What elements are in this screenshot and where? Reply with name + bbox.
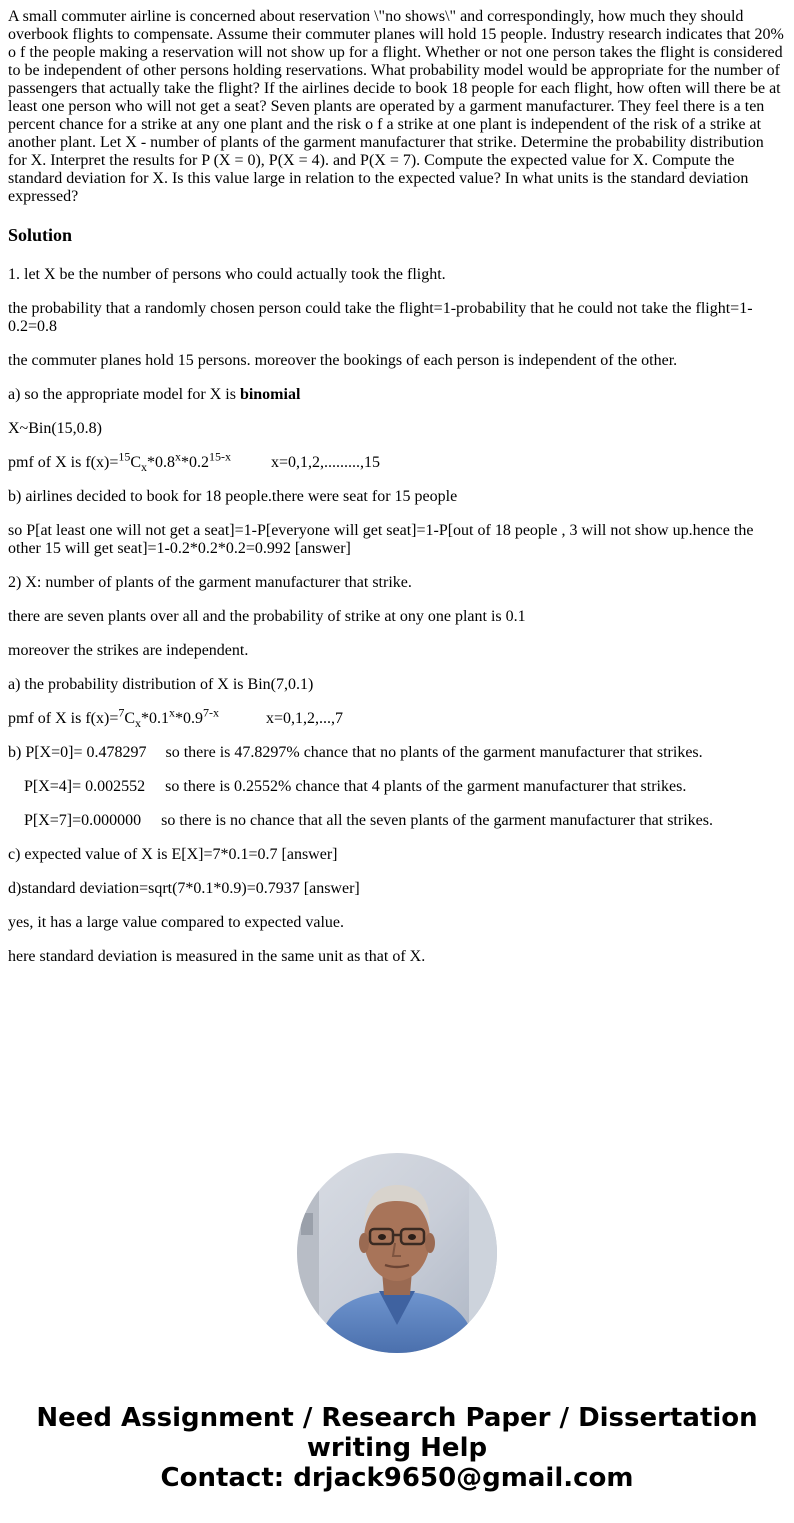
solution-heading: Solution — [8, 225, 73, 245]
footer-line: writing Help — [306, 1433, 488, 1463]
author-photo — [297, 1153, 497, 1353]
solution-paragraph: 2) X: number of plants of the garment manufacturer that strike. — [8, 574, 412, 591]
std-dev-answer: d)standard deviation=sqrt(7*0.1*0.9)=0.7937 [answer] — [8, 880, 360, 897]
probability-line: b) P[X=0]= 0.478297 so there is 47.8297% chance that no plants of the garment manufacturer that strikes. — [8, 744, 703, 761]
expected-value-answer: c) expected value of X is E[X]=7*0.1=0.7 [answer] — [8, 846, 338, 863]
document-body — [8, 8, 786, 982]
model-answer: a) so the appropriate model for X is binomial — [8, 386, 301, 403]
solution-paragraph: so P[at least one will not get a seat]=1-P[everyone will get seat]=1-P[out of 18 people , 3 will not show up.hence the other 15 will get seat]=1-0.2*0.2*0.2=0.992 [answer] — [8, 522, 754, 557]
solution-paragraph: 1. let X be the number of persons who could actually took the flight. — [8, 266, 446, 283]
solution-paragraph: b) airlines decided to book for 18 people.there were seat for 15 people — [8, 488, 458, 505]
footer-contact: Contact: drjack9650@gmail.com — [160, 1463, 634, 1493]
pmf-formula: pmf of X is $f(x)=^7C_x*0.1^x*0.9^{7-x}$ x=0,1,2,...,7 — [8, 705, 344, 731]
solution-paragraph: the probability that a randomly chosen person could take the flight=1-probability that he could not take the flight=1-0.2=0.8 — [8, 300, 753, 335]
pmf-formula: pmf of X is $f(x)=^{15}C_x*0.8^x*0.2^{15-x}$ x=0,1,2,.........,15 — [8, 449, 381, 475]
solution-paragraph: here standard deviation is measured in the same unit as that of X. — [8, 948, 426, 965]
probability-line: P[X=7]=0.000000 so there is no chance that all the seven plants of the garment manufacturer that strikes. — [24, 812, 713, 829]
footer-line: Need Assignment / Research Paper / Dissertation — [36, 1403, 758, 1433]
pmf-range: x=0,1,2,...,7 — [266, 710, 344, 727]
question-text: A small commuter airline is concerned about reservation \"no shows\" and correspondingly, how much they should overbook flights to compensate. Assume their commuter planes will hold 15 people. Industry research indicates that 20% o f the people making a reservation will not show up for a flight. Whether or not one person takes the flight is considered to be independent of other persons holding reservations. What probability model would be appropriate for the number of passengers that actually take the flight? If the airlines decide to book 18 people for each flight, how often will there be at least one person who will not get a seat? Seven plants are operated by a garment manufacturer. They feel there is a ten percent chance for a strike at any one plant and the risk o f a strike at one plant is independent of the risk of a strike at another plant. Let X - number of plants of the garment manufacturer that strike. Determine the probability distribution for X. Interpret the results for P (X = 0), P(X = 4). and P(X = 7). Compute the expected value for X. Compute the standard deviation for X. Is this value large in relation to the expected value? In what units is the standard deviation expressed? — [8, 8, 784, 205]
model-answer-bold: binomial — [239, 386, 301, 403]
footer-banner — [0, 1403, 794, 1493]
probability-line: P[X=4]= 0.002552 so there is 0.2552% chance that 4 plants of the garment manufacturer that strikes. — [24, 778, 687, 795]
solution-paragraph: X~Bin(15,0.8) — [8, 420, 102, 437]
solution-paragraph: the commuter planes hold 15 persons. moreover the bookings of each person is independent of the other. — [8, 352, 678, 369]
solution-paragraph: a) the probability distribution of X is Bin(7,0.1) — [8, 676, 314, 693]
portrait-image — [297, 1153, 497, 1353]
solution-paragraph: moreover the strikes are independent. — [8, 642, 249, 659]
solution-paragraph: yes, it has a large value compared to expected value. — [8, 914, 345, 931]
pmf-range: x=0,1,2,.........,15 — [271, 454, 381, 471]
solution-paragraph: there are seven plants over all and the probability of strike at ony one plant is 0.1 — [8, 608, 526, 625]
